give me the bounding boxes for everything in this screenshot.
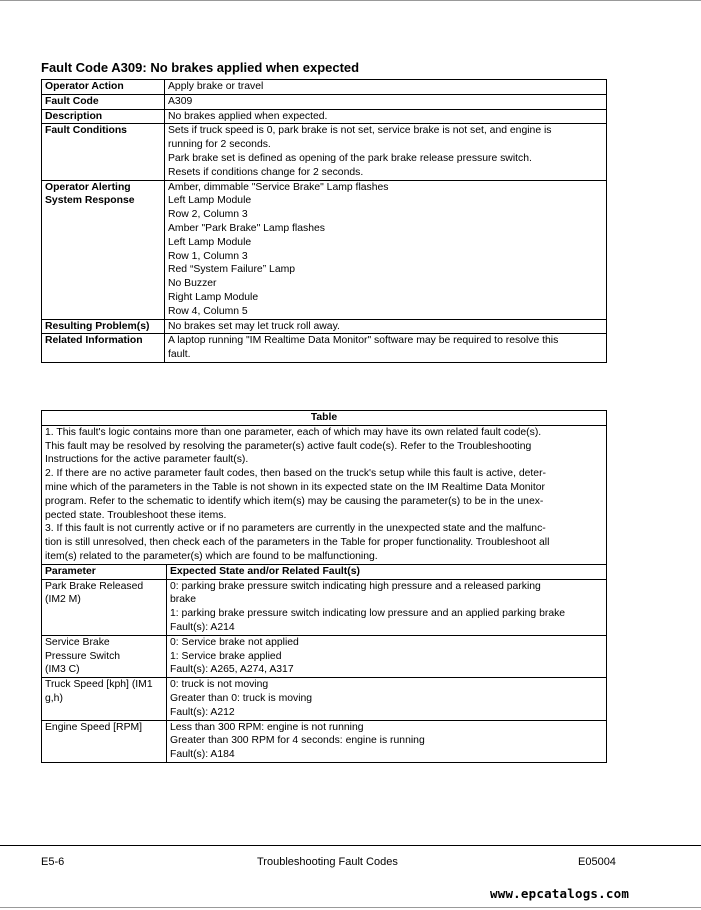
fault-row-value-line: No brakes set may let truck roll away.	[168, 320, 340, 332]
fault-row-label: Description	[42, 109, 165, 124]
fault-row-value	[165, 180, 607, 319]
parameter-expected-state	[167, 635, 607, 677]
fault-table-row	[42, 319, 607, 334]
parameter-expected-state	[167, 678, 607, 720]
parameter-table-heading: Table	[42, 411, 607, 426]
intro-line: item(s) related to the parameter(s) which are found to be malfunctioning.	[45, 550, 378, 562]
fault-row-value	[165, 124, 607, 180]
top-rule	[0, 0, 701, 1]
page-title: Fault Code A309: No brakes applied when expected	[41, 60, 360, 75]
fault-row-label-line: System Response	[45, 195, 135, 207]
parameter-name-line: Service Brake	[45, 636, 110, 648]
parameter-row	[42, 720, 607, 762]
parameter-table-body	[42, 579, 607, 762]
fault-row-value	[165, 334, 607, 363]
fault-table-row	[42, 180, 607, 319]
intro-line: 2. If there are no active parameter fault codes, then based on the truck's setup while this fault is active, deter-	[45, 468, 547, 480]
fault-row-value-line: Row 2, Column 3	[168, 209, 248, 221]
fault-row-value	[165, 319, 607, 334]
fault-row-value-line: Park brake set is defined as opening of the park brake release pressure switch.	[168, 152, 532, 164]
parameter-table-heading-row	[42, 411, 607, 426]
parameter-expected-state	[167, 579, 607, 635]
fault-row-label: Operator Action	[42, 80, 165, 95]
parameter-state-line: Fault(s): A214	[170, 621, 235, 633]
fault-table-row	[42, 94, 607, 109]
fault-code-table-body	[42, 80, 607, 363]
fault-table-row	[42, 80, 607, 95]
parameter-name	[42, 720, 167, 762]
fault-row-value-line: Right Lamp Module	[168, 291, 259, 303]
fault-row-label: Fault Code	[42, 94, 165, 109]
intro-line: 3. If this fault is not currently active or if no parameters are currently in the unexpected state and the malfunc-	[45, 523, 546, 535]
parameter-table-intro-row	[42, 425, 607, 564]
fault-row-value	[165, 109, 607, 124]
parameter-state-line: 0: Service brake not applied	[170, 636, 299, 648]
fault-table-row	[42, 124, 607, 180]
column-header-expected-state: Expected State and/or Related Fault(s)	[167, 564, 607, 579]
parameter-table	[41, 410, 607, 763]
fault-row-value-line: Amber "Park Brake" Lamp flashes	[168, 222, 325, 234]
intro-line: program. Refer to the schematic to identify which item(s) may be causing the parameter(s) to be in the unex-	[45, 495, 544, 507]
parameter-state-line: 1: parking brake pressure switch indicating low pressure and an applied parking brake	[170, 608, 566, 620]
fault-row-value-line: Resets if conditions change for 2 seconds.	[168, 166, 364, 178]
fault-row-label	[42, 180, 165, 319]
fault-row-value-line: No brakes applied when expected.	[168, 110, 328, 122]
parameter-name	[42, 678, 167, 720]
fault-row-label: Resulting Problem(s)	[42, 319, 165, 334]
fault-row-value-line: A laptop running "IM Realtime Data Monitor" software may be required to resolve this	[168, 335, 559, 347]
fault-code-table	[41, 79, 607, 363]
footer-section-title: Troubleshooting Fault Codes	[257, 856, 398, 868]
parameter-row	[42, 579, 607, 635]
fault-table-row	[42, 109, 607, 124]
footer-page-number: E5-6	[41, 856, 65, 868]
parameter-name-line: g,h)	[45, 692, 63, 704]
parameter-name-line: Engine Speed [RPM]	[45, 721, 143, 733]
fault-row-value-line: No Buzzer	[168, 278, 217, 290]
parameter-name-line: (IM2 M)	[45, 594, 81, 606]
fault-row-value	[165, 94, 607, 109]
fault-row-value	[165, 80, 607, 95]
intro-line: 1. This fault's logic contains more than one parameter, each of which may have its own related fault code(s).	[45, 426, 542, 438]
fault-row-value-line: fault.	[168, 349, 191, 361]
fault-row-value-line: Row 1, Column 3	[168, 250, 248, 262]
intro-line: This fault may be resolved by resolving the parameter(s) active fault code(s). Refer to the Troubleshooting	[45, 440, 532, 452]
parameter-table-header-row	[42, 564, 607, 579]
parameter-state-line: Fault(s): A212	[170, 706, 235, 718]
fault-row-value-line: Apply brake or travel	[168, 81, 264, 92]
parameter-state-line: 0: truck is not moving	[170, 679, 269, 691]
intro-line: pected state. Troubleshoot these items.	[45, 509, 227, 521]
fault-row-value-line: Left Lamp Module	[168, 195, 252, 207]
footer-rule	[0, 845, 701, 846]
fault-row-value-line: A309	[168, 95, 193, 107]
fault-row-value-line: Row 4, Column 5	[168, 305, 248, 317]
fault-row-label-line: Operator Alerting	[45, 181, 131, 193]
parameter-name	[42, 635, 167, 677]
parameter-row	[42, 635, 607, 677]
parameter-state-line: Greater than 0: truck is moving	[170, 692, 313, 704]
parameter-state-line: Less than 300 RPM: engine is not running	[170, 721, 364, 733]
fault-table-row	[42, 334, 607, 363]
parameter-state-line: 0: parking brake pressure switch indicating high pressure and a released parking	[170, 580, 541, 592]
fault-row-value-line: running for 2 seconds.	[168, 139, 271, 151]
bottom-rule	[0, 907, 701, 908]
fault-row-value-line: Left Lamp Module	[168, 236, 252, 248]
footer-doc-code: E05004	[578, 856, 616, 868]
parameter-name-line: (IM3 C)	[45, 664, 80, 676]
intro-line: tion is still unresolved, then check each of the parameters in the Table for proper functionality. Troubleshoot all	[45, 537, 550, 549]
intro-line: mine which of the parameters in the Table is not shown in its expected state on the IM Realtime Data Monitor	[45, 481, 545, 493]
parameter-state-line: Greater than 300 RPM for 4 seconds: engine is running	[170, 735, 425, 747]
fault-row-value-line: Amber, dimmable "Service Brake" Lamp flashes	[168, 181, 389, 193]
parameter-expected-state	[167, 720, 607, 762]
watermark-url[interactable]: www.epcatalogs.com	[490, 886, 630, 901]
parameter-name-line: Pressure Switch	[45, 650, 121, 662]
intro-line: Instructions for the active parameter fault(s).	[45, 454, 249, 466]
parameter-state-line: brake	[170, 594, 196, 606]
fault-row-value-line: Sets if truck speed is 0, park brake is not set, service brake is not set, and engine is	[168, 125, 552, 137]
fault-row-value-line: Red “System Failure” Lamp	[168, 264, 296, 276]
fault-row-label: Fault Conditions	[42, 124, 165, 180]
parameter-state-line: Fault(s): A184	[170, 749, 235, 761]
parameter-name-line: Truck Speed [kph] (IM1	[45, 679, 153, 691]
parameter-state-line: 1: Service brake applied	[170, 650, 282, 662]
parameter-name	[42, 579, 167, 635]
parameter-state-line: Fault(s): A265, A274, A317	[170, 664, 294, 676]
parameter-row	[42, 678, 607, 720]
fault-row-label: Related Information	[42, 334, 165, 363]
parameter-name-line: Park Brake Released	[45, 580, 144, 592]
parameter-table-intro	[42, 425, 607, 564]
column-header-parameter: Parameter	[42, 564, 167, 579]
